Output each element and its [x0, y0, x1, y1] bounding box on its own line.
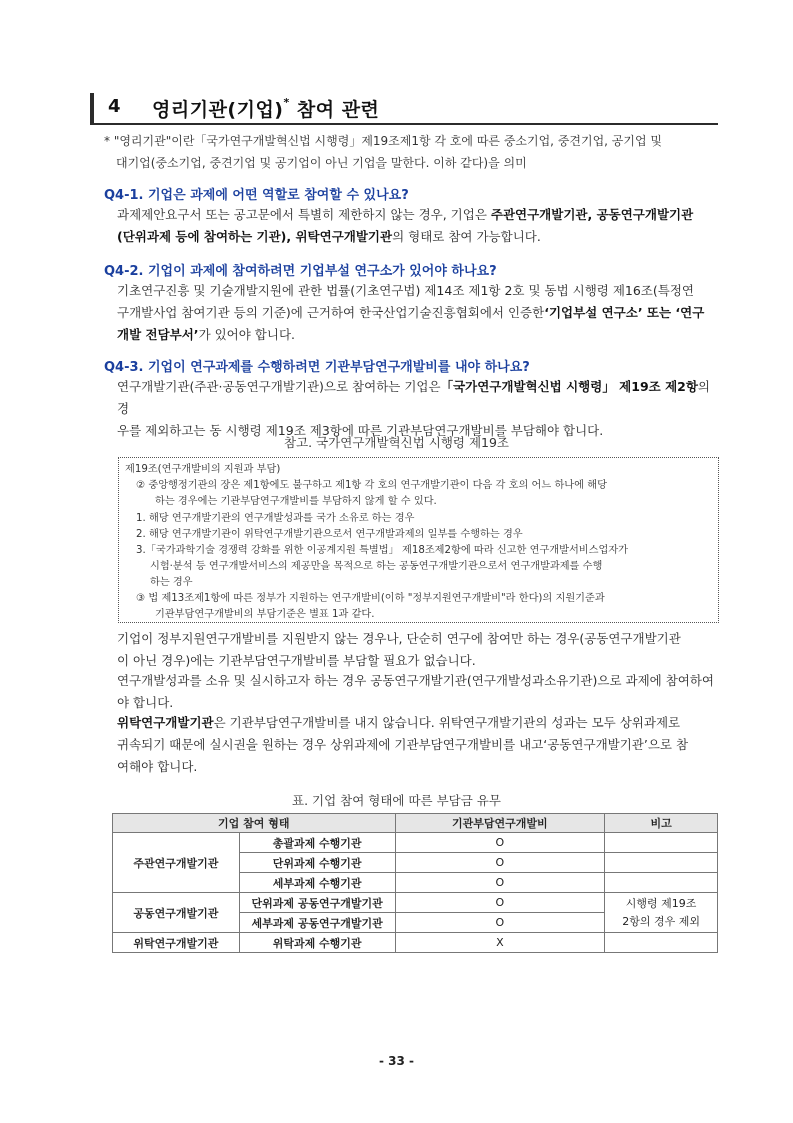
- body-bold-text: 위탁연구개발기관: [117, 715, 214, 730]
- table-header: 비고: [605, 814, 718, 833]
- section-number: 4: [108, 96, 121, 117]
- answer-bold-text: (단위과제 등에 참여하는 기관), 위탁연구개발기관: [117, 229, 393, 244]
- answer-text: 의 경: [117, 379, 710, 416]
- answer-text: 구개발사업 참여기관 등의 기준)에 근거하여 한국산업기술진흥협회에서 인증한: [117, 305, 545, 320]
- table-cell: O: [395, 833, 605, 853]
- body-text: 연구개발성과를 소유 및 실시하고자 하는 경우 공동연구개발기관(연구개발성과소유기관)으로 과제에 참여하여: [117, 673, 714, 688]
- table-cell: 세부과제 수행기관: [239, 873, 395, 893]
- definition-note: [104, 130, 720, 174]
- answer-4-2-line1: 기초연구진흥 및 기술개발지원에 관한 법률(기초연구법) 제14조 제1항 2호 및 동법 시행령 제16조(특정연: [117, 283, 694, 298]
- table-cell: [605, 873, 718, 893]
- reference-line-4: 1. 해당 연구개발기관의 연구개발성과를 국가 소유로 하는 경우: [136, 513, 415, 524]
- answer-bold-text: 「국가연구개발혁신법 시행령」 제19조 제2항: [440, 379, 698, 394]
- table-cell: 위탁과제 수행기관: [239, 933, 395, 953]
- reference-line-1: 제19조(연구개발비의 지원과 부담): [125, 464, 281, 475]
- question-4-2: Q4-2. 기업이 과제에 참여하려면 기업부설 연구소가 있어야 하나요?: [104, 264, 497, 279]
- reference-line-6: 3.「국가과학기술 경쟁력 강화를 위한 이공계지원 특별법」 제18조제2항에 따라 신고한 연구개발서비스업자가: [136, 545, 629, 556]
- answer-4-2-line2: [117, 305, 704, 320]
- table-cell: 세부과제 공동연구개발기관: [239, 913, 395, 933]
- table-cell: O: [395, 893, 605, 913]
- answer-bold-text: 주관연구개발기관, 공동연구개발기관: [490, 207, 694, 222]
- question-4-1: Q4-1. 기업은 과제에 어떤 역할로 참여할 수 있나요?: [104, 188, 409, 203]
- reference-line-5: 2. 해당 연구개발기관이 위탁연구개발기관으로서 연구개발과제의 일부를 수행하는 경우: [136, 529, 523, 540]
- answer-4-2-line3: [117, 327, 295, 342]
- section-title: [152, 95, 379, 122]
- note-line-1: * "영리기관"이란「국가연구개발혁신법 시행령」제19조제1항 각 호에 따른 중소기업, 중견기업, 공기업 및: [104, 134, 662, 148]
- reference-line-10: 기관부담연구개발비의 부담기준은 별표 1과 같다.: [155, 609, 375, 620]
- reference-line-9: ③ 법 제13조제1항에 따른 정부가 지원하는 연구개발비(이하 "정부지원연구개발비"라 한다)의 지원기준과: [136, 593, 605, 604]
- table-note-cell: [605, 893, 718, 933]
- body-paragraph-2: [117, 670, 720, 714]
- question-4-3: Q4-3. 기업이 연구과제를 수행하려면 기관부담연구개발비를 내야 하나요?: [104, 360, 530, 375]
- answer-4-1-line2: [117, 229, 541, 244]
- table-cell: O: [395, 853, 605, 873]
- section-header: [90, 93, 718, 127]
- table-row: [113, 933, 718, 953]
- table-header-row: [113, 814, 718, 833]
- body-text: 이 아닌 경우)에는 기관부담연구개발비를 부담할 필요가 없습니다.: [117, 653, 476, 668]
- section-title-suffix: 참여 관련: [289, 99, 380, 121]
- table-group-cell: 위탁연구개발기관: [113, 933, 240, 953]
- reference-line-7: 시험·분석 등 연구개발서비스의 제공만을 목적으로 하는 공동연구개발기관으로서 연구개발과제를 수행: [150, 561, 603, 572]
- answer-4-3-line1: [117, 379, 710, 416]
- section-underline: [138, 123, 718, 125]
- answer-bold-text: ‘기업부설 연구소’ 또는 ‘연구: [544, 305, 705, 320]
- table-group-cell: 공동연구개발기관: [113, 893, 240, 933]
- participation-table: [112, 813, 718, 953]
- table-title: 표. 기업 참여 형태에 따른 부담금 유무: [292, 793, 501, 808]
- answer-text: 가 있어야 합니다.: [198, 327, 296, 342]
- table-header: 기업 참여 형태: [113, 814, 396, 833]
- answer-4-2: [117, 280, 720, 346]
- reference-line-8: 하는 경우: [150, 577, 193, 588]
- answer-text: 과제제안요구서 또는 공고문에서 특별히 제한하지 않는 경우, 기업은: [117, 207, 491, 222]
- table-note-line: 2항의 경우 제외: [622, 914, 700, 928]
- table-cell: [605, 853, 718, 873]
- section-title-sup: *: [283, 95, 290, 109]
- body-text: 여해야 합니다.: [117, 759, 198, 774]
- body-text: 귀속되기 때문에 실시권을 원하는 경우 상위과제에 기관부담연구개발비를 내고‘공동연구개발기관’으로 참: [117, 737, 689, 752]
- table-note-line: 시행령 제19조: [625, 896, 697, 910]
- body-paragraph-3-line1: [117, 715, 680, 730]
- section-title-text: 영리기관(기업): [152, 99, 284, 121]
- table-cell: 단위과제 공동연구개발기관: [239, 893, 395, 913]
- table-group-cell: 주관연구개발기관: [113, 833, 240, 893]
- reference-line-2: ② 중앙행정기관의 장은 제1항에도 불구하고 제1항 각 호의 연구개발기관이 다음 각 호의 어느 하나에 해당: [136, 480, 607, 491]
- table-cell: [605, 933, 718, 953]
- answer-4-1: [117, 204, 720, 248]
- answer-bold-text: 개발 전담부서’: [117, 327, 199, 342]
- answer-4-1-line1: [117, 207, 693, 222]
- table-cell: [605, 833, 718, 853]
- table-cell: O: [395, 873, 605, 893]
- note-line-2: 대기업(중소기업, 중견기업 및 공기업이 아닌 기업을 말한다. 이하 같다)을 의미: [116, 156, 527, 170]
- body-paragraph-1: [117, 628, 720, 672]
- body-text: 은 기관부담연구개발비를 내지 않습니다. 위탁연구개발기관의 성과는 모두 상위과제로: [213, 715, 681, 730]
- reference-line-3: 하는 경우에는 기관부담연구개발비를 부담하지 않게 할 수 있다.: [155, 496, 437, 507]
- table-cell: X: [395, 933, 605, 953]
- body-text: 야 합니다.: [117, 695, 174, 710]
- answer-text: 의 형태로 참여 가능합니다.: [392, 229, 541, 244]
- reference-title: 참고. 국가연구개발혁신법 시행령 제19조: [284, 435, 509, 450]
- table-cell: 단위과제 수행기관: [239, 853, 395, 873]
- table-row: [113, 893, 718, 913]
- answer-4-3-line2: 우를 제외하고는 동 시행령 제19조 제3항에 따른 기관부담연구개발비를 부담해야 합니다.: [117, 423, 604, 438]
- table-header: 기관부담연구개발비: [395, 814, 605, 833]
- body-paragraph-3: [117, 712, 720, 778]
- section-number-box: [90, 93, 138, 125]
- table-cell: 총괄과제 수행기관: [239, 833, 395, 853]
- table-cell: O: [395, 913, 605, 933]
- page-number: - 33 -: [378, 1054, 414, 1068]
- answer-text: 연구개발기관(주관·공동연구개발기관)으로 참여하는 기업은: [117, 379, 441, 394]
- body-text: 기업이 정부지원연구개발비를 지원받지 않는 경우나, 단순히 연구에 참여만 하는 경우(공동연구개발기관: [117, 631, 681, 646]
- table-row: [113, 833, 718, 853]
